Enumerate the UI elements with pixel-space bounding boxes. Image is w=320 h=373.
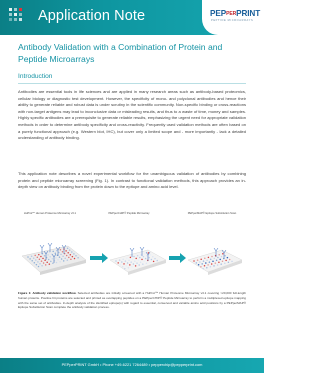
substitution-spot: [214, 258, 216, 260]
peptide-spot: [125, 265, 127, 267]
protein-spot: [59, 256, 61, 258]
substitution-spot: [225, 260, 227, 262]
peptide-spot: [139, 257, 141, 259]
protein-spot: [37, 261, 39, 263]
protein-spot: [45, 264, 47, 266]
protein-spot: [41, 260, 43, 262]
peptide-spot: [144, 253, 146, 255]
protein-spot: [67, 252, 69, 254]
protein-spot: [67, 247, 69, 249]
substitution-spot: [204, 258, 206, 260]
protein-spot: [72, 256, 74, 258]
peptide-spot: [135, 258, 137, 260]
protein-spot: [55, 257, 57, 259]
figure-label-pepperchip: PEPperCHIP® Peptide Microarray: [108, 212, 150, 215]
workflow-arrow-2: [169, 253, 186, 263]
peptide-spot: [137, 255, 139, 257]
peptide-spot: [136, 262, 138, 264]
protein-spot: [60, 254, 62, 256]
protein-spot: [41, 265, 43, 267]
substitution-spot: [208, 257, 210, 259]
protein-spot: [69, 249, 71, 251]
protein-spot: [37, 257, 39, 259]
peptide-spot: [143, 256, 145, 258]
protein-spot: [40, 256, 42, 258]
peptide-spot: [150, 254, 152, 256]
protein-spot: [70, 254, 72, 256]
substitution-spot: [222, 261, 224, 263]
peptide-spot: [145, 258, 147, 260]
substitution-spot: [202, 268, 204, 270]
protein-spot: [64, 257, 66, 259]
protein-spot: [67, 259, 69, 261]
substitution-spot: [222, 253, 224, 255]
substitution-spot: [212, 260, 214, 262]
substitution-spot: [217, 264, 219, 266]
peptide-spot: [117, 262, 119, 264]
brand-part-print: PRINT: [236, 9, 261, 18]
substitution-spot: [207, 264, 209, 266]
peptide-spot: [131, 266, 133, 268]
protein-spot: [46, 261, 48, 263]
brand-tagline: PEPTIDE MICROARRAYS: [211, 19, 254, 22]
peptide-spot: [133, 263, 135, 265]
substitution-spot: [210, 259, 212, 261]
peptide-spot: [141, 259, 143, 261]
peptide-spot: [138, 264, 140, 266]
protein-spot: [56, 250, 58, 252]
brand-part-pep: PEP: [210, 9, 227, 18]
protein-spot: [65, 250, 67, 252]
peptide-spot: [146, 255, 148, 257]
protein-spot: [36, 264, 38, 266]
peptide-spot: [151, 259, 153, 261]
protein-spot: [59, 261, 61, 263]
substitution-spot: [220, 263, 222, 265]
peptide-spot: [146, 262, 148, 264]
peptide-spot: [134, 260, 136, 262]
peptide-spot: [132, 259, 134, 261]
substitution-spot: [204, 265, 206, 267]
peptide-spot: [130, 257, 132, 259]
protein-spot: [49, 256, 51, 258]
peptide-spot: [115, 260, 117, 262]
figure-label-peppermap: PEPperMAP® Epitope Substitution Scan: [187, 212, 237, 215]
peptide-spot: [126, 258, 128, 260]
peptide-spot: [119, 259, 121, 261]
substitution-spot: [211, 256, 213, 258]
peptide-spot: [133, 256, 135, 258]
figure-caption-body: Selected antibodies are initially screened with a HuProt™ Human Proteome Microarray v3.1 covering >20,000 full-length human proteins. Positive hit proteins are selected and printed as overlapping peptides on a PEPperCHIP® Peptide Microarray to perform a multiplexed epitope mapping with the same set of antibodies. In-depth analysis of the identified epitope(s) with regard to essential, conserved and variable amino acid positions by a PEPperMAP® Epitope Substitution Scan complete the antibody validation process.: [18, 291, 246, 310]
peptide-spot: [140, 261, 142, 263]
protein-spot: [34, 255, 36, 257]
protein-spot: [60, 249, 62, 251]
protein-spot: [48, 259, 50, 261]
peptide-spot: [128, 259, 130, 261]
protein-spot: [66, 255, 68, 257]
protein-spot: [56, 262, 58, 264]
substitution-spot: [221, 256, 223, 258]
substitution-spot: [201, 263, 203, 265]
protein-spot: [34, 262, 36, 264]
section-heading-introduction: Introduction: [18, 73, 53, 80]
protein-spot: [73, 253, 75, 255]
protein-spot: [27, 256, 29, 258]
substitution-spot: [215, 262, 217, 264]
substitution-spot: [206, 259, 208, 261]
workflow-arrow-1: [90, 253, 108, 263]
figure-label-huprot: HuProt™ Human Proteome Microarray v3.1: [23, 212, 77, 215]
protein-spot: [62, 251, 64, 253]
protein-spot: [74, 258, 76, 260]
peptide-spot: [138, 260, 140, 262]
brand-part-per: PER: [226, 11, 237, 17]
protein-spot: [57, 259, 59, 261]
substitution-spot: [231, 261, 233, 263]
substitution-spot: [218, 261, 220, 263]
protein-spot: [63, 260, 64, 262]
protein-spot: [44, 260, 46, 262]
protein-spot: [39, 263, 41, 265]
protein-spot: [31, 260, 33, 262]
protein-spot: [52, 258, 54, 260]
intro-paragraph-2: This application note describes a novel experimental workflow for the unambiguous validation of antibodies by combining protein and peptide microarray screening (Fig. 1). In contrast to functional validation methods, this approach provides an in-depth view on antibody binding from the protein down to the epitope and amino acid level.: [18, 171, 246, 190]
peptide-spot: [128, 267, 129, 269]
protein-spot: [29, 258, 31, 260]
substitution-spot: [219, 259, 221, 261]
substitution-spot: [229, 259, 231, 261]
protein-spot: [55, 253, 57, 255]
substitution-spot: [203, 260, 205, 262]
protein-spot: [71, 251, 73, 253]
peptide-spot: [124, 268, 126, 270]
protein-spot: [38, 254, 40, 256]
substitution-spot: [224, 255, 226, 257]
protein-spot: [49, 263, 51, 265]
substitution-spot: [217, 257, 219, 259]
peptide-spot: [122, 266, 124, 268]
peptide-spot: [122, 258, 124, 260]
substitution-spot: [200, 266, 202, 268]
substitution-spot: [218, 254, 220, 256]
huprot-microarray-slide: [22, 243, 86, 275]
document-title: Antibody Validation with a Combination of Protein and Peptide Microarrays: [18, 42, 223, 64]
substitution-spot: [198, 264, 200, 266]
footer-contact: PEPperPRINT GmbH • Phone +49-6221 7264489 • pepperchip@pepperprint.com: [61, 362, 203, 367]
protein-spot: [58, 252, 60, 254]
protein-spot: [68, 257, 70, 259]
substitution-spot: [211, 263, 213, 265]
peptide-spot: [120, 264, 122, 266]
peptide-spot: [142, 263, 144, 265]
figure-caption: [18, 291, 246, 310]
peptide-spot: [129, 264, 131, 266]
protein-spot: [62, 256, 64, 257]
peptide-spot: [148, 257, 150, 259]
protein-spot: [52, 251, 54, 253]
peptide-spot: [125, 260, 127, 262]
peptide-spot: [121, 261, 123, 263]
peptide-spot: [153, 261, 155, 263]
substitution-spot: [205, 262, 207, 264]
protein-spot: [70, 259, 72, 261]
header-title: Application Note: [38, 8, 146, 24]
protein-spot: [75, 255, 77, 256]
substitution-spot: [209, 261, 211, 263]
substitution-spot: [224, 262, 226, 264]
protein-spot: [38, 266, 40, 268]
peptide-spot: [130, 261, 132, 263]
peptide-spot: [123, 263, 125, 265]
substitution-spot: [206, 267, 208, 269]
section-divider: [18, 83, 246, 84]
figure-labels: [0, 212, 264, 226]
workflow-figure: [20, 226, 246, 284]
peptide-spot: [127, 262, 129, 264]
substitution-spot: [228, 262, 230, 264]
protein-spot: [47, 254, 49, 256]
peptide-spot: [140, 254, 142, 256]
protein-spot: [61, 258, 63, 260]
brand-logo: [202, 0, 264, 35]
substitution-spot: [227, 257, 229, 259]
peptide-spot: [143, 261, 145, 263]
brand-name: [210, 9, 260, 18]
protein-spot: [35, 259, 37, 261]
microarray-logo-icon: [6, 3, 34, 31]
substitution-spot: [216, 260, 218, 262]
footer-bar: [0, 358, 264, 373]
substitution-spot: [210, 266, 212, 268]
substitution-spot: [200, 258, 202, 260]
protein-spot: [39, 258, 41, 260]
protein-spot: [31, 255, 32, 257]
figure-caption-title: Figure 1: Antibody validation workflow.: [18, 291, 77, 295]
substitution-spot: [196, 262, 198, 264]
peptide-spot: [152, 256, 154, 258]
intro-paragraph-1: Antibodies are essential tools in life sciences and are applied in many research areas such as antibody-based proteomics, cellular biology or diagnostic test development. However, the specificity of mono- and polyclonal antibodies and hence their ability to generate reliable and robust data is under scrutiny in the scientific community. Non-specific binding or cross-reactions with non-target antigens may lead to inconclusive data or misleading results, and thus to a waste of time, money and samples. Highly specific antibodies are a prerequisite to generate reliable results, emphasizing the urgent need for appropriate validation methods in order to determine antibody specificity and cross-reactivity. Frequently used validation methods are often based on a purely functional approach (e.g. Western blot, IHC), but cover only a limited scope and - more importantly - lack a detailed understanding of antibody binding.: [18, 89, 246, 141]
peptide-spot: [149, 262, 151, 264]
peptide-spot: [135, 265, 137, 267]
protein-spot: [50, 261, 52, 263]
peptide-spot: [154, 258, 156, 260]
header-bar: [0, 0, 264, 35]
substitution-spot: [213, 265, 215, 267]
protein-spot: [52, 263, 54, 265]
protein-spot: [43, 262, 45, 264]
protein-spot: [42, 258, 44, 260]
substitution-spot: [193, 260, 195, 262]
protein-spot: [77, 257, 79, 259]
substitution-spot: [199, 261, 201, 263]
peppermap-substitution-scan: [188, 248, 242, 275]
protein-spot: [44, 255, 46, 257]
protein-spot: [33, 257, 35, 259]
pepperchip-microarray: [110, 247, 166, 275]
peptide-spot: [156, 260, 158, 262]
substitution-spot: [197, 259, 199, 261]
